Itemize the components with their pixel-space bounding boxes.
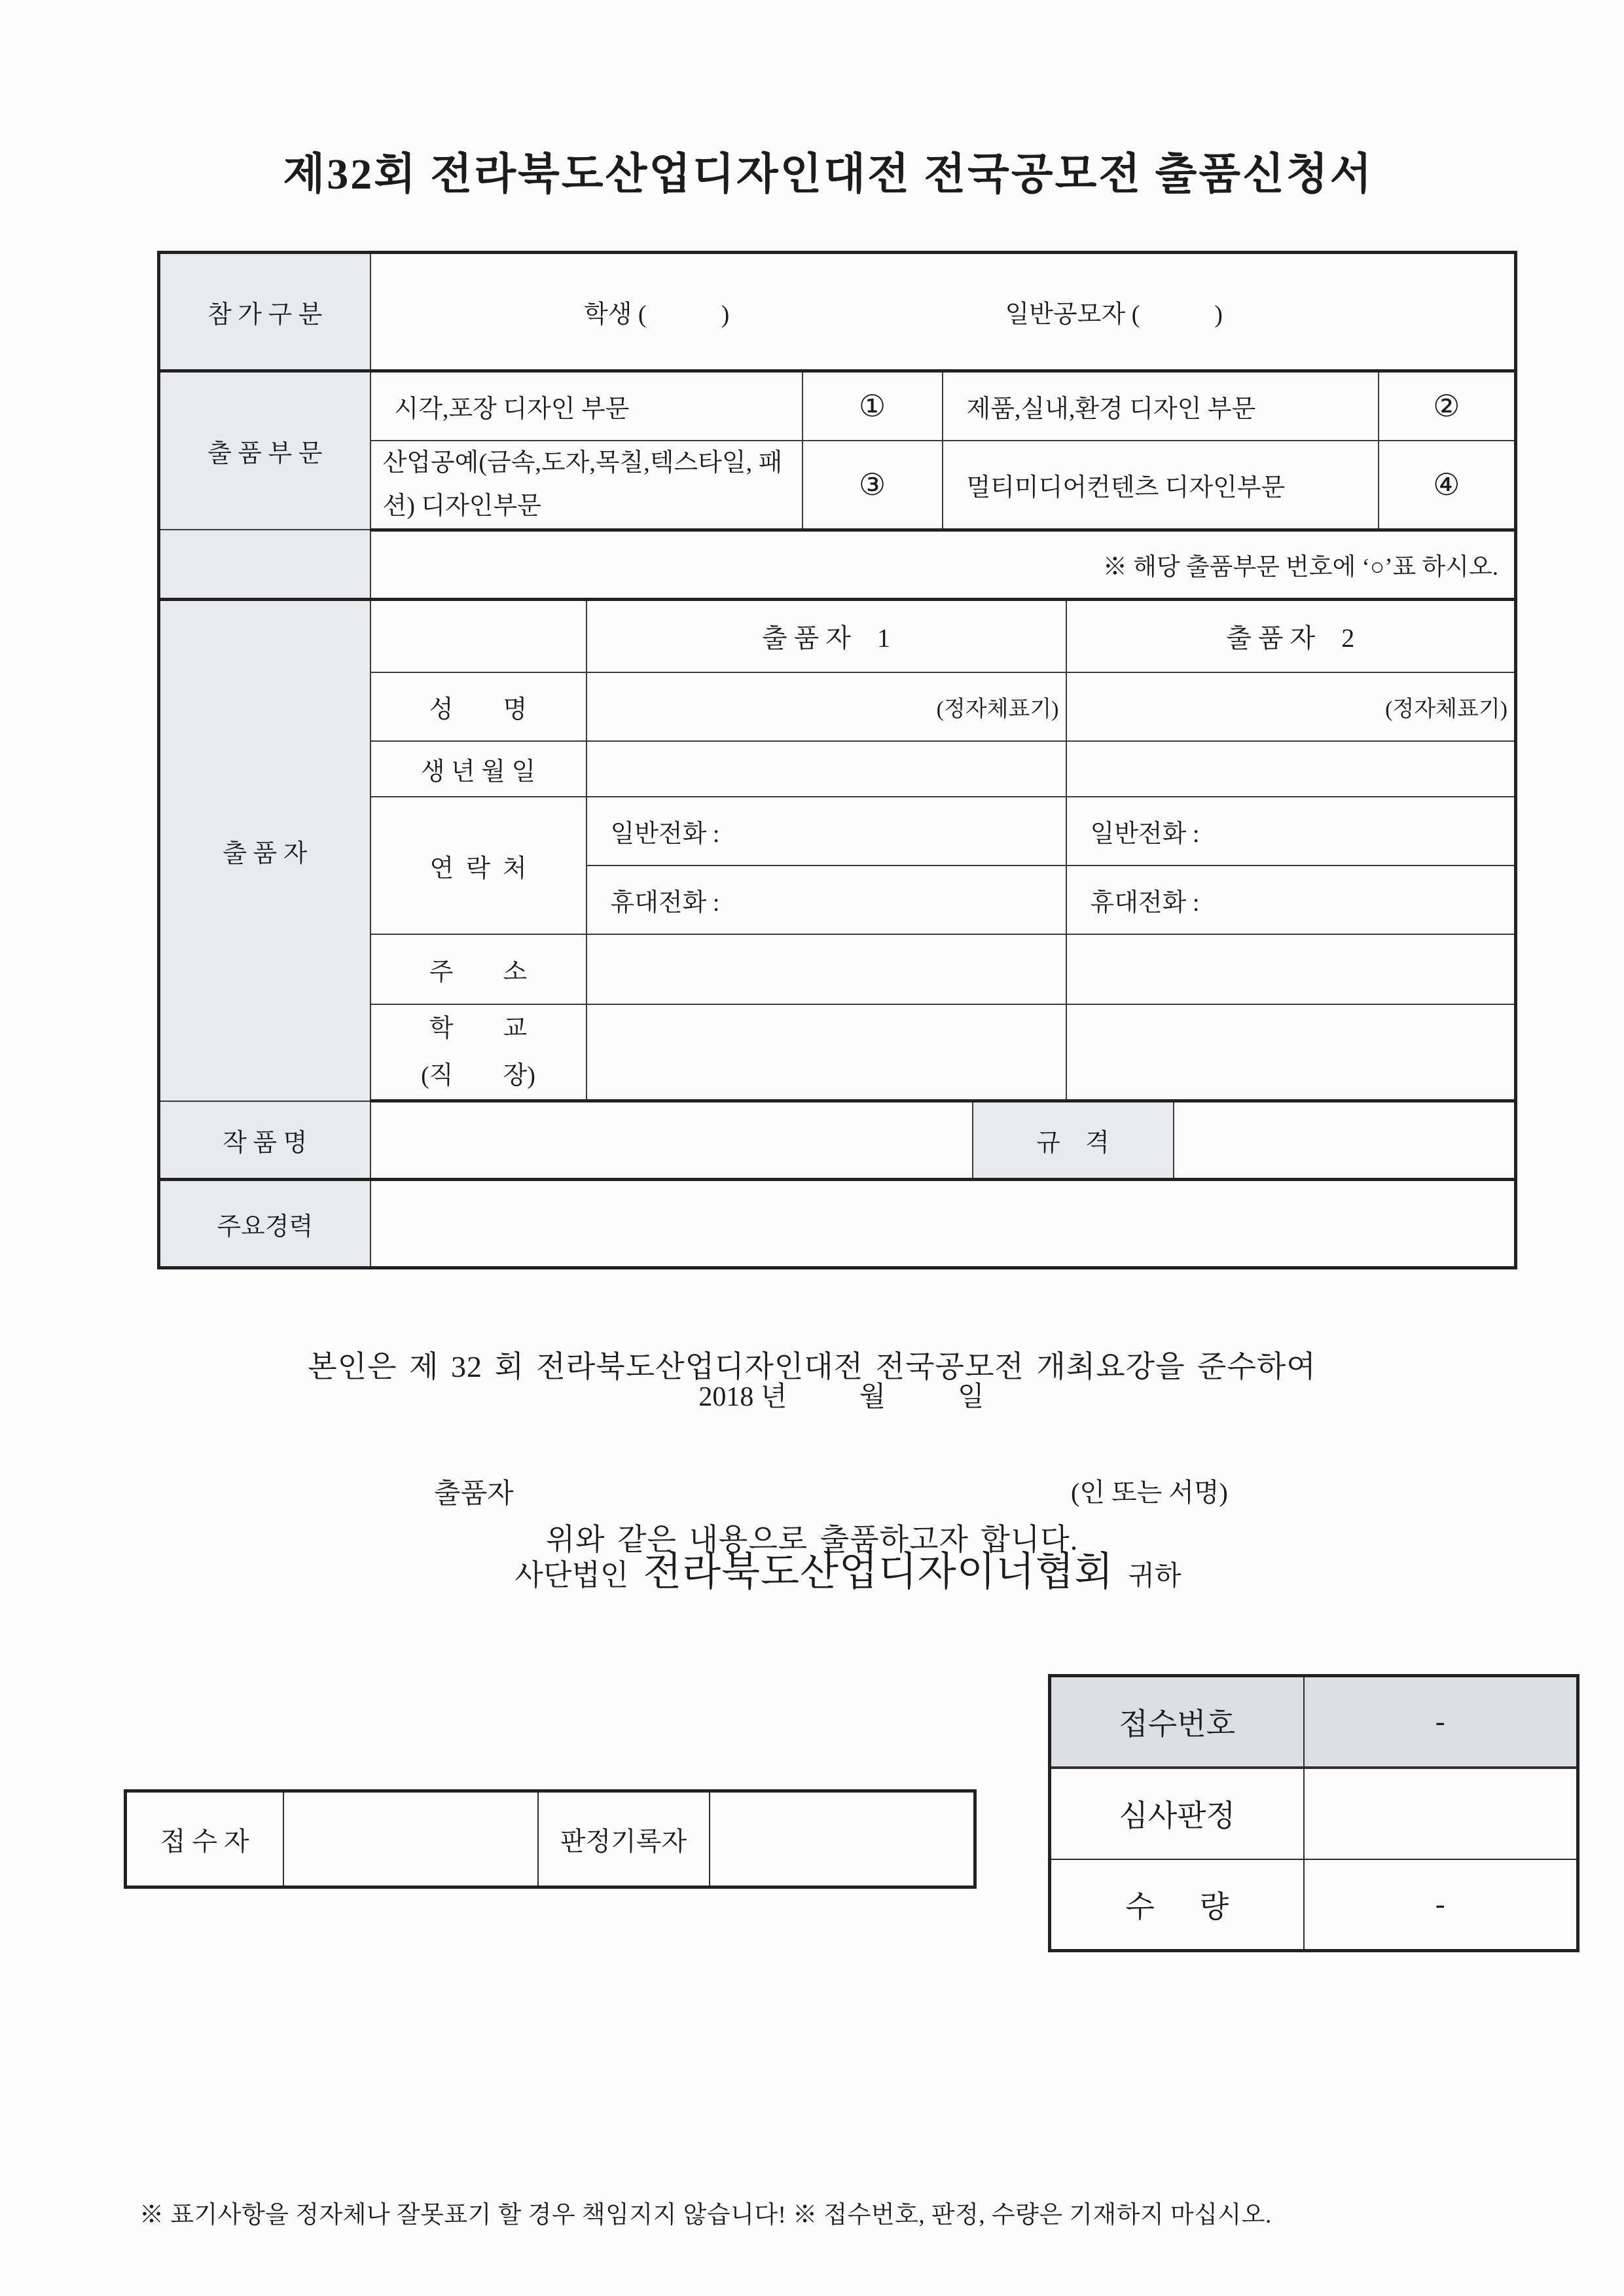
participation-student-option: 학생 ( ) bbox=[584, 301, 730, 329]
tel-cell-entrant2: 일반전화 : bbox=[1066, 797, 1516, 866]
quantity-label: 수 량 bbox=[1050, 1859, 1304, 1951]
row-receipt-number bbox=[1050, 1676, 1578, 1768]
row-division-1 bbox=[159, 371, 1516, 441]
address-cell-entrant2 bbox=[1066, 934, 1516, 1004]
division-note: ※ 해당 출품부문 번호에 ‘○’표 하시오. bbox=[370, 530, 1516, 599]
judge-decision-value bbox=[1304, 1768, 1578, 1859]
date-line bbox=[0, 1375, 1624, 1414]
date-day: 일 bbox=[958, 1382, 984, 1412]
career-label: 주요경력 bbox=[159, 1180, 370, 1268]
office-use-table bbox=[1048, 1674, 1579, 1952]
name-cell-entrant1: (정자체표기) bbox=[586, 672, 1066, 741]
page-title: 제32회 전라북도산업디자인대전 전국공모전 출품신청서 bbox=[283, 151, 1374, 198]
row-staff bbox=[126, 1791, 975, 1887]
signature-entrant-label: 출품자 bbox=[434, 1479, 514, 1509]
judge-decision-label: 심사판정 bbox=[1050, 1768, 1304, 1859]
mobile-cell-entrant1: 휴대전화 : bbox=[586, 866, 1066, 934]
recipient-suffix: 귀하 bbox=[1128, 1561, 1182, 1592]
mobile-cell-entrant2: 휴대전화 : bbox=[1066, 866, 1516, 934]
address-label: 주 소 bbox=[370, 934, 586, 1004]
recipient-line bbox=[0, 1540, 1624, 1597]
signature-seal-label: (인 또는 서명) bbox=[1071, 1478, 1228, 1507]
row-entrant-header bbox=[159, 599, 1516, 672]
school-cell-entrant2 bbox=[1066, 1004, 1516, 1101]
division-number-4: ④ bbox=[1379, 441, 1516, 530]
recorder-cell bbox=[710, 1791, 975, 1887]
work-title-cell bbox=[370, 1101, 973, 1180]
work-title-label: 작 품 명 bbox=[159, 1101, 370, 1180]
division-label: 출 품 부 문 bbox=[159, 371, 370, 530]
quantity-value: - bbox=[1304, 1859, 1578, 1951]
entrant2-header: 출 품 자 2 bbox=[1066, 599, 1516, 672]
recorder-label: 판정기록자 bbox=[538, 1791, 710, 1887]
receipt-number-label: 접수번호 bbox=[1050, 1676, 1304, 1768]
contact-label: 연 락 처 bbox=[370, 797, 586, 934]
participation-label: 참 가 구 분 bbox=[159, 253, 370, 371]
recipient-prefix: 사단법인 bbox=[514, 1559, 629, 1592]
school-label-line2: (직 장) bbox=[421, 1062, 535, 1090]
division-number-1: ① bbox=[803, 371, 943, 441]
date-year: 2018 년 bbox=[698, 1382, 787, 1412]
spec-cell bbox=[1174, 1101, 1516, 1180]
receipt-number-value: - bbox=[1304, 1676, 1578, 1768]
row-work-title bbox=[159, 1101, 1516, 1180]
receiver-label: 접 수 자 bbox=[126, 1791, 283, 1887]
division-category-1: 시각,포장 디자인 부문 bbox=[370, 371, 803, 441]
participation-options-cell bbox=[370, 253, 1516, 371]
row-judge-decision bbox=[1050, 1768, 1578, 1859]
division-category-3: 산업공예(금속,도자,목칠,텍스타일, 패션) 디자인부문 bbox=[370, 441, 803, 530]
division-number-2: ② bbox=[1379, 371, 1516, 441]
spec-label: 규 격 bbox=[973, 1101, 1174, 1180]
name-label: 성 명 bbox=[370, 672, 586, 741]
division-note-spacer bbox=[159, 530, 370, 599]
school-label-line1: 학 교 bbox=[429, 1015, 528, 1042]
tel-cell-entrant1: 일반전화 : bbox=[586, 797, 1066, 866]
row-division-note bbox=[159, 530, 1516, 599]
participation-general-option: 일반공모자 ( ) bbox=[1005, 301, 1223, 329]
division-number-3: ③ bbox=[803, 441, 943, 530]
birth-label: 생 년 월 일 bbox=[370, 741, 586, 797]
entrant-label: 출 품 자 bbox=[159, 599, 370, 1101]
address-cell-entrant1 bbox=[586, 934, 1066, 1004]
pledge-line-2: 위와 같은 내용으로 출품하고자 합니다. bbox=[545, 1523, 1079, 1556]
birth-cell-entrant2 bbox=[1066, 741, 1516, 797]
name-cell-entrant2: (정자체표기) bbox=[1066, 672, 1516, 741]
birth-cell-entrant1 bbox=[586, 741, 1066, 797]
entrant1-header: 출 품 자 1 bbox=[586, 599, 1066, 672]
pledge-statement bbox=[0, 1223, 1624, 1684]
row-quantity bbox=[1050, 1859, 1578, 1951]
school-cell-entrant1 bbox=[586, 1004, 1066, 1101]
row-participation bbox=[159, 253, 1516, 371]
staff-table bbox=[124, 1789, 977, 1889]
receiver-cell bbox=[283, 1791, 538, 1887]
school-label bbox=[370, 1004, 586, 1101]
pledge-line-1: 본인은 제 32 회 전라북도산업디자인대전 전국공모전 개최요강을 준수하여 bbox=[308, 1350, 1316, 1383]
division-category-4: 멀티미디어컨텐츠 디자인부문 bbox=[943, 441, 1379, 530]
footer-note: ※ 표기사항을 정자체나 잘못표기 할 경우 책임지지 않습니다! ※ 접수번호, 판정, 수량은 기재하지 마십시오. bbox=[139, 2202, 1272, 2229]
recipient-organization: 전라북도산업디자이너협회 bbox=[643, 1550, 1114, 1594]
date-month: 월 bbox=[859, 1382, 886, 1412]
entry-form-table bbox=[157, 251, 1517, 1269]
division-category-2: 제품,실내,환경 디자인 부문 bbox=[943, 371, 1379, 441]
signature-line bbox=[0, 1472, 1624, 1511]
entrant-header-spacer bbox=[370, 599, 586, 672]
